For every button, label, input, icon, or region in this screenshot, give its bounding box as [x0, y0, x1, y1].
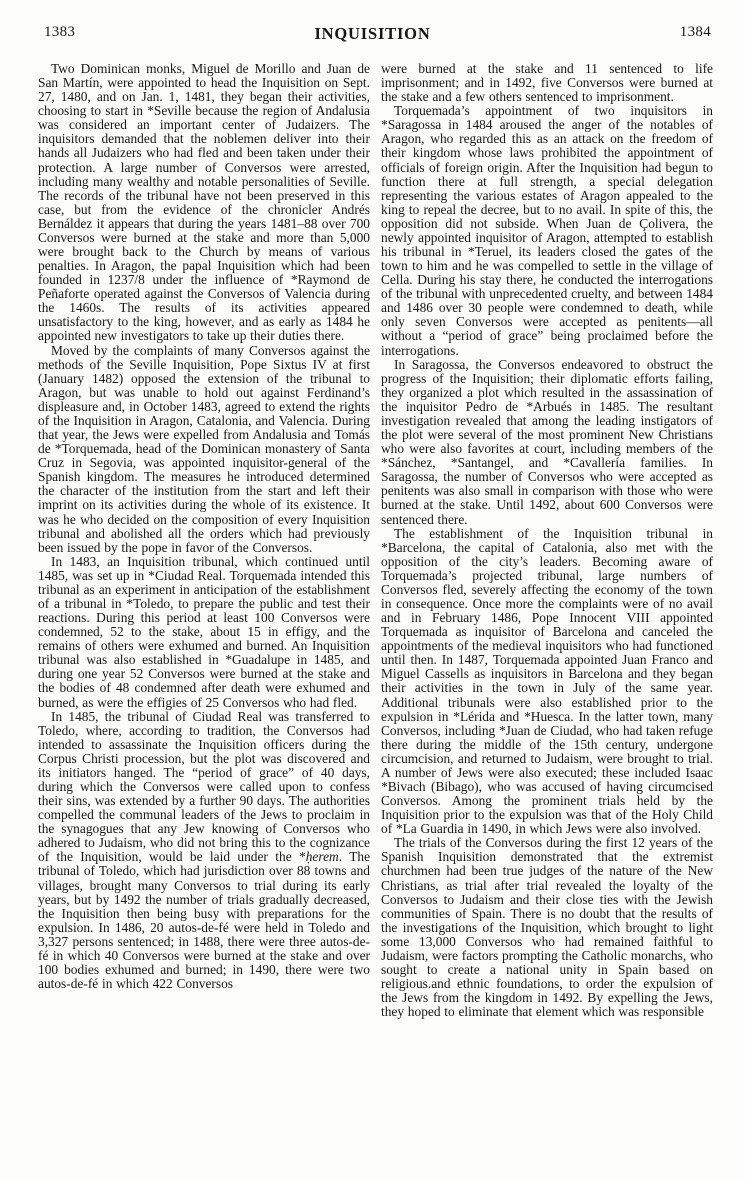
- paragraph: [38, 555, 370, 710]
- right-column: [381, 62, 713, 1019]
- page-header: [0, 0, 745, 41]
- paragraph: [38, 344, 370, 555]
- running-title: INQUISITION: [314, 24, 431, 43]
- text-segment: The establishment of the Inquisition tribunal in *Barcelona, the capital of Catalonia, also met with the opposition of the city’s leaders. Becoming aware of Torquemada’s projected tribunal, large numbers of Conversos fled, severely affecting the economy of the town in consequence. Once more the complaints were of no avail and in February 1486, Pope Innocent VIII appointed Torquemada as inquisitor of Barcelona and canceled the appointments of the medieval inquisitors who had functioned until then. In 1487, Torquemada appointed Juan Franco and Miguel Cassells as inquisitors in Barcelona and they began their activities in the town in July of the same year. Additional tribunals were also established prior to the expulsion in *Lérida and *Huesca. In the latter town, many Conversos, including *Juan de Ciudad, who had taken refuge there during the middle of the 15th century, undergone circumcision, and returned to Judaism, were brought to trial. A number of Jews were also executed; these included Isaac *Bivach (Bibago), who was accused of having circumcised Conversos. Among the prominent trials held by the Inquisition prior to the expulsion was that of the Holy Child of *La Guardia in 1490, in which Jews were also involved.: [381, 525, 713, 837]
- text-segment: In 1485, the tribunal of Ciudad Real was transferred to Toledo, where, according to tradition, the Conversos had intended to assassinate the Inquisition officers during the Corpus Christi procession, but the plot was discovered and its initiators hanged. The “period of grace” of 40 days, during which the Conversos were called upon to confess their sins, was extended by a further 90 days. The authorities compelled the communal leaders of the Jews to proclaim in the synagogues that any Jew knowing of Conversos who adhered to Judaism, who did not bring this to the cognizance of the Inquisition, would be laid under the *: [38, 708, 370, 865]
- paragraph: [381, 62, 713, 104]
- text-segment: . The tribunal of Toledo, which had jurisdiction over 88 towns and villages, brought many Conversos to trial during its early years, but by 1492 the number of trials gradually decreased, the Inquisition then being busy with preparations for the expulsion. In 1486, 20 autos-de-fé were held in Toledo and 3,327 persons sentenced; in 1488, there were three autos-de-fé in which 40 Conversos were burned at the stake and over 100 bodies exhumed and burned; in 1490, there were two autos-de-fé in which 422 Conversos: [38, 849, 371, 992]
- paragraph: [381, 358, 713, 527]
- paragraph: [381, 104, 713, 357]
- paragraph: [38, 62, 370, 344]
- italic-text-segment: ḥerem: [305, 849, 339, 865]
- left-page-number: 1383: [44, 24, 76, 40]
- paragraph: [381, 527, 713, 837]
- paragraph: [381, 836, 713, 1019]
- text-columns: [0, 41, 745, 1019]
- left-column: [38, 62, 370, 1019]
- text-segment: In 1483, an Inquisition tribunal, which continued until 1485, was set up in *Ciudad Real. Torquemada intended this tribunal as an experiment in anticipation of the establishment of a tribunal in *Toledo, to prepare the public and test their reactions. During this period at least 100 Conversos were condemned, 52 to the stake, about 15 in effigy, and the remains of others were exhumed and burned. An Inquisition tribunal was also established in *Guadalupe in 1485, and during one year 52 Conversos were burned at the stake and the bodies of 48 condemned after death were exhumed and burned, as were the effigies of 25 Conversos who had fled.: [38, 553, 370, 710]
- text-segment: Moved by the complaints of many Conversos against the methods of the Seville Inquisition, Pope Sixtus IV at first (January 1482) opposed the extension of the tribunal to Aragon, but was unable to hold out against Ferdinand’s displeasure and, in October 1483, agreed to extend the rights of the Inquisition in Aragon, Catalonia, and Valencia. During that year, the Jews were expelled from Andalusia and Tomás de *Torquemada, head of the Dominican monastery of Santa Cruz in Segovia, was appointed inquisitor-general of the Spanish kingdom. The measures he introduced determined the character of the institution from the start and left their imprint on its activities during the whole of its existence. It was he who decided on the composition of every Inquisition tribunal and abolished all the orders which had previously been issued by the pope in favor of the Conversos.: [38, 342, 370, 555]
- paragraph: [38, 710, 370, 992]
- text-segment: Two Dominican monks, Miguel de Morillo and Juan de San Martín, were appointed to head the Inquisition on Sept. 27, 1480, and on Jan. 1, 1481, they began their activities, choosing to start in *Seville because the region of Andalusia was considered an important center of Judaizers. The inquisitors demanded that the noblemen deliver into their hands all Judaizers who had fled and been taken under their protection. A large number of Conversos were arrested, including many wealthy and notable personalities of Seville. The records of the tribunal have not been preserved in this case, but from the evidence of the chronicler Andrés Bernáldez it appears that during the years 1481–88 over 700 Conversos were burned at the stake and more than 5,000 were brought back to the Church by means of various penalties. In Aragon, the papal Inquisition which had been founded in 1237/8 under the influence of *Raymond de Peñaforte operated against the Conversos of Valencia during the 1460s. The results of its activities appeared unsatisfactory to the king, however, and as early as 1484 he appointed new investigators to take up their duties there.: [38, 61, 370, 344]
- text-segment: In Saragossa, the Conversos endeavored to obstruct the progress of the Inquisition; their diplomatic efforts failing, they organized a plot which resulted in the assassination of the inquisitor Pedro de *Arbués in 1485. The resultant investigation revealed that among the leading instigators of the plot were several of the most prominent New Christians who were also favorites at court, including members of the *Sánchez, *Santangel, and *Cavallería families. In Saragossa, the number of Conversos who were accepted as penitents was also small in comparison with those who were burned at the stake. Until 1492, about 600 Conversos were sentenced there.: [381, 356, 713, 527]
- text-segment: were burned at the stake and 11 sentenced to life imprisonment; and in 1492, five Conversos were burned at the stake and a few others sentenced to imprisonment.: [381, 61, 713, 105]
- right-page-number: 1384: [679, 24, 711, 40]
- text-segment: Torquemada’s appointment of two inquisitors in *Saragossa in 1484 aroused the anger of the notables of Aragon, who regarded this as an attack on the freedom of their kingdom whose laws prohibited the appointment of officials of foreign origin. After the Inquisition had begun to function there at full strength, a special delegation representing the various estates of Aragon appealed to the king to repeal the decree, but to no avail. In spite of this, the opposition did not subside. When Juan de Çolivera, the newly appointed inquisitor of Aragon, attempted to establish his tribunal in *Teruel, its leaders closed the gates of the town to him and he was compelled to settle in the village of Cella. During his stay there, he conducted the interrogations of the tribunal with unprecedented cruelty, and between 1484 and 1486 over 30 people were condemned to death, while only seven Conversos were accepted as penitents—all without a “period of grace” being proclaimed before the interrogations.: [381, 103, 713, 358]
- text-segment: The trials of the Conversos during the first 12 years of the Spanish Inquisition demonstrated that the extremist churchmen had been true judges of the nature of the New Christians, as trial after trial revealed the loyalty of the Conversos to Judaism and their close ties with the Jewish communities of Spain. There is no doubt that the results of the investigations of the Inquisition, which brought to light some 13,000 Conversos who had remained faithful to Judaism, were factors prompting the Catholic monarchs, who sought to create a national unity in Spain based on religious.and ethnic foundations, to order the expulsion of the Jews from the kingdom in 1492. By expelling the Jews, they hoped to eliminate that element which was responsible: [381, 835, 713, 1020]
